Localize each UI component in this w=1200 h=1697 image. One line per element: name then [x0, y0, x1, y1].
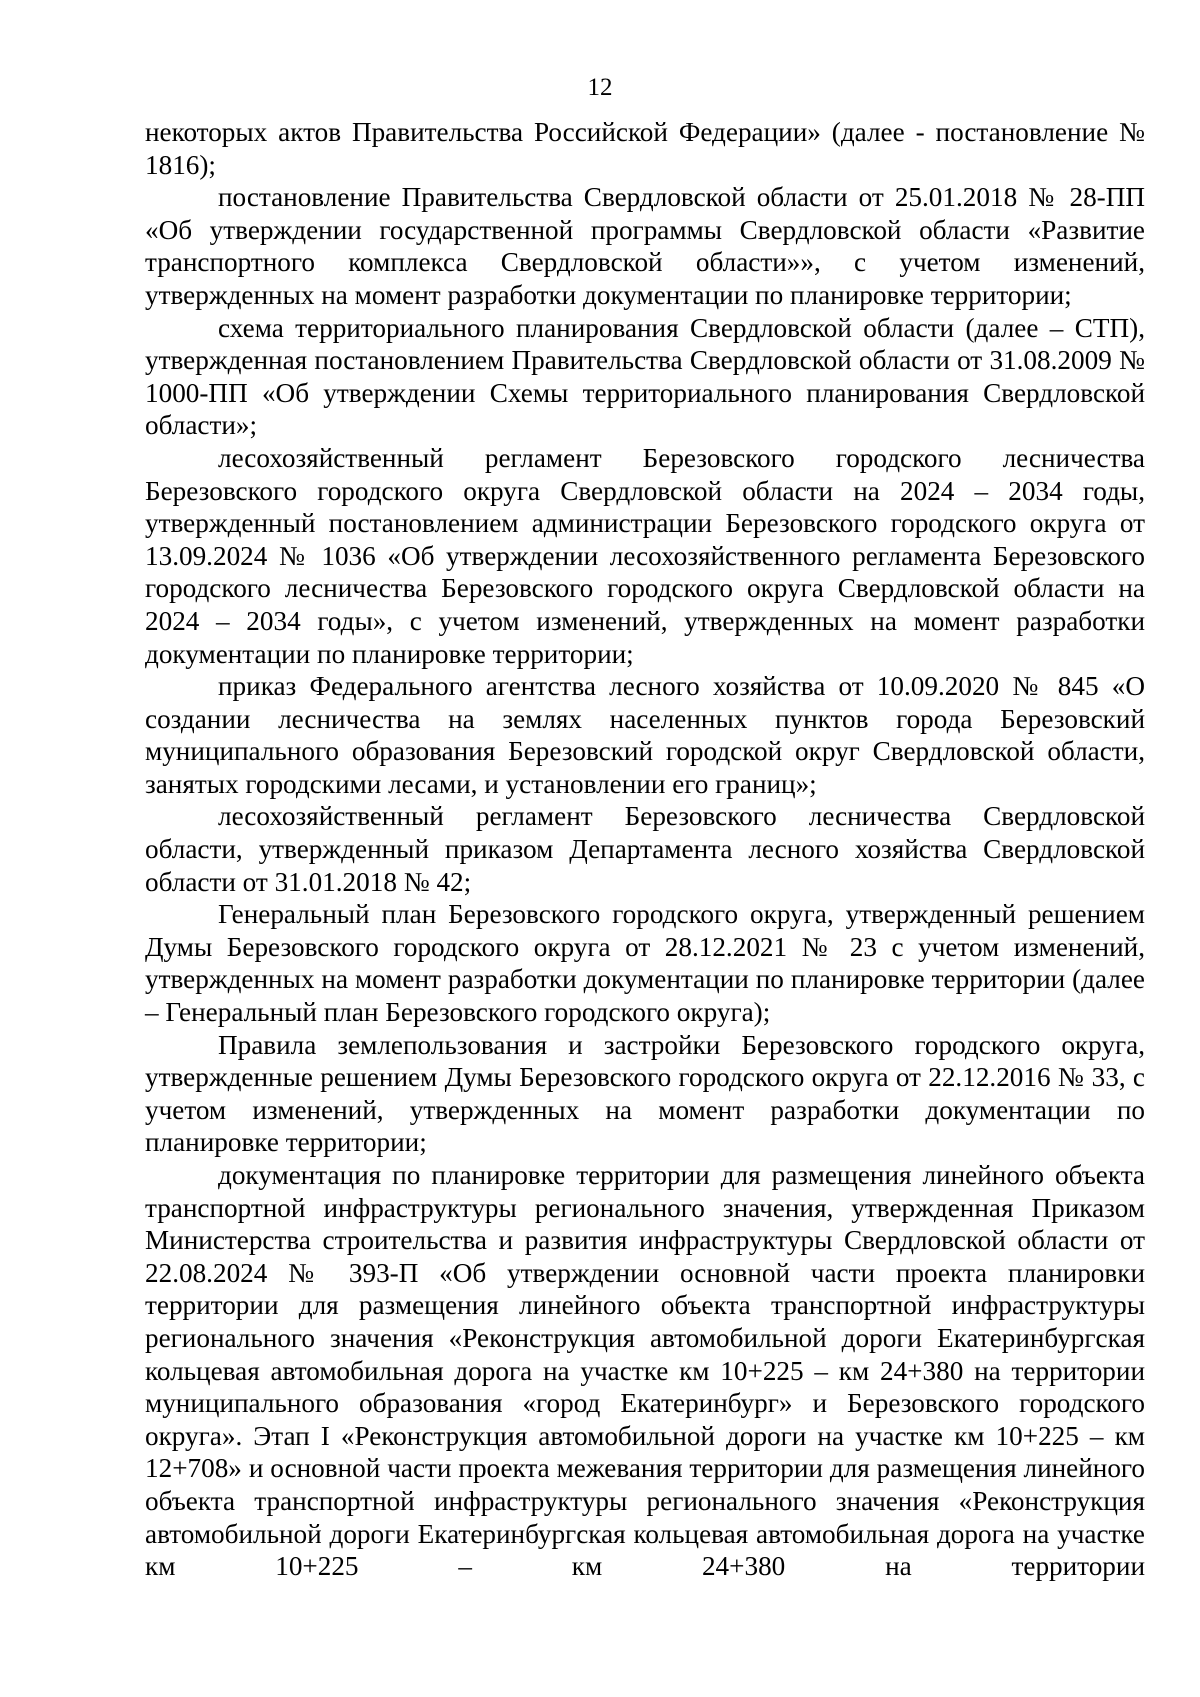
paragraph-general-plan: Генеральный план Березовского городского округа, утвержденный решением Думы Березовского городского округа от 28.12.2021 № 23 с учетом изменений, утвержденных на момент разработки документации по планировке территории (далее – Генеральный план Березовского городского округа);: [145, 899, 1145, 1028]
paragraph-regional-forestry-regulation: лесохозяйственный регламент Березовского лесничества Свердловской области, утвержденный приказом Департамента лесного хозяйства Свердловской области от 31.01.2018 № 42;: [145, 801, 1145, 897]
page-number: 12: [587, 74, 613, 101]
paragraph-planning-documentation: документация по планировке территории для размещения линейного объекта транспортной инфраструктуры регионального значения, утвержденная Приказом Министерства строительства и развития инфраструктуры Свердловской области от 22.08.2024 № 393-П «Об утверждении основной части проекта планировки территории для размещения линейного объекта транспортной инфраструктуры регионального значения «Реконструкция автомобильной дороги Екатеринбургская кольцевая автомобильная дорога на участке км 10+225 – км 24+380 на территории муниципального образования «город Екатеринбург» и Березовского городского округа». Этап I «Реконструкция автомобильной дороги на участке км 10+225 – км 12+708» и основной части проекта межевания территории для размещения линейного объекта транспортной инфраструктуры регионального значения «Реконструкция автомобильной дороги Екатеринбургская кольцевая автомобильная дорога на участке км 10+225 – км 24+380 на территории: [145, 1160, 1145, 1582]
document-body: [145, 116, 1145, 1583]
paragraph-berezovsky-forestry-regulation: лесохозяйственный регламент Березовского городского лесничества Березовского городского округа Свердловской области на 2024 – 2034 годы, утвержденный постановлением администрации Березовского городского округа от 13.09.2024 № 1036 «Об утверждении лесохозяйственного регламента Березовского городского лесничества Березовского городского округа Свердловской области на 2024 – 2034 годы», с учетом изменений, утвержденных на момент разработки документации по планировке территории;: [145, 442, 1145, 669]
paragraph-government-decree-28pp: постановление Правительства Свердловской области от 25.01.2018 № 28-ПП «Об утверждении государственной программы Свердловской области «Развитие транспортного комплекса Свердловской области»», с учетом изменений, утвержденных на момент разработки документации по планировке территории;: [145, 182, 1145, 310]
paragraph-territorial-planning-scheme: схема территориального планирования Свердловской области (далее – СТП), утвержденная постановлением Правительства Свердловской области от 31.08.2009 № 1000-ПП «Об утверждении Схемы территориального планирования Свердловской области»;: [145, 312, 1145, 441]
paragraph-land-use-rules: Правила землепользования и застройки Березовского городского округа, утвержденные решением Думы Березовского городского округа от 22.12.2016 № 33, с учетом изменений, утвержденных на момент разработки документации по планировке территории;: [145, 1029, 1145, 1158]
paragraph-continuation: некоторых актов Правительства Российской Федерации» (далее - постановление № 1816);: [145, 117, 1145, 180]
paragraph-federal-forestry-order: приказ Федерального агентства лесного хозяйства от 10.09.2020 № 845 «О создании лесничества на землях населенных пунктов города Березовский муниципального образования Березовский городской округ Свердловской области, занятых городскими лесами, и установлении его границ»;: [145, 671, 1145, 799]
